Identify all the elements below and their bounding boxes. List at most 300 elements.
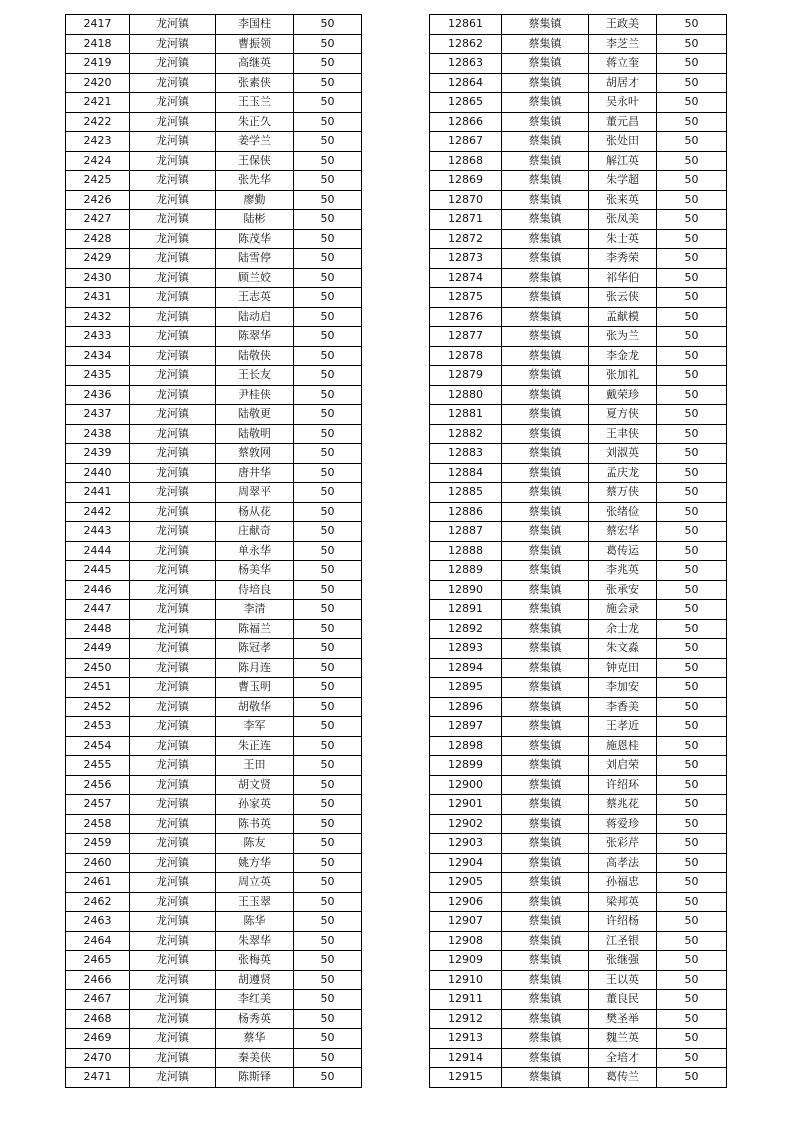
id-cell: 12862 [430,34,502,54]
town-cell: 龙河镇 [130,366,216,386]
amount-cell: 50 [294,366,362,386]
amount-cell: 50 [657,1009,727,1029]
table-row [430,463,727,483]
amount-cell: 50 [294,424,362,444]
name-cell: 张云侠 [589,288,657,308]
table-row [66,1048,362,1068]
name-cell: 胡敬华 [216,697,294,717]
id-cell: 12900 [430,775,502,795]
table-row [66,736,362,756]
town-cell: 龙河镇 [130,795,216,815]
id-cell: 2422 [66,112,130,132]
town-cell: 龙河镇 [130,93,216,113]
id-cell: 12877 [430,327,502,347]
amount-cell: 50 [294,853,362,873]
amount-cell: 50 [657,73,727,93]
town-cell: 蔡集镇 [502,717,589,737]
id-cell: 2420 [66,73,130,93]
id-cell: 12911 [430,990,502,1010]
name-cell: 王田 [216,756,294,776]
town-cell: 龙河镇 [130,970,216,990]
table-row [430,54,727,74]
name-cell: 陆敬侠 [216,346,294,366]
id-cell: 12905 [430,873,502,893]
name-cell: 李加安 [589,678,657,698]
name-cell: 朱文淼 [589,639,657,659]
amount-cell: 50 [294,892,362,912]
name-cell: 孙福忠 [589,873,657,893]
amount-cell: 50 [657,814,727,834]
name-cell: 陈斯铎 [216,1068,294,1088]
town-cell: 蔡集镇 [502,853,589,873]
table-row [66,619,362,639]
right-table-body [430,15,727,1088]
town-cell: 蔡集镇 [502,385,589,405]
town-cell: 蔡集镇 [502,775,589,795]
name-cell: 李金龙 [589,346,657,366]
table-row [430,1068,727,1088]
amount-cell: 50 [294,249,362,269]
amount-cell: 50 [657,405,727,425]
town-cell: 龙河镇 [130,190,216,210]
id-cell: 2427 [66,210,130,230]
table-row [430,580,727,600]
id-cell: 12879 [430,366,502,386]
table-row [430,1048,727,1068]
name-cell: 梁邦英 [589,892,657,912]
amount-cell: 50 [294,171,362,191]
id-cell: 12878 [430,346,502,366]
id-cell: 2418 [66,34,130,54]
id-cell: 2451 [66,678,130,698]
id-cell: 12870 [430,190,502,210]
town-cell: 蔡集镇 [502,1068,589,1088]
name-cell: 曹振领 [216,34,294,54]
town-cell: 龙河镇 [130,502,216,522]
town-cell: 龙河镇 [130,717,216,737]
table-row [66,522,362,542]
amount-cell: 50 [657,873,727,893]
table-row [66,951,362,971]
name-cell: 李香美 [589,697,657,717]
id-cell: 2440 [66,463,130,483]
town-cell: 蔡集镇 [502,405,589,425]
name-cell: 张凤美 [589,210,657,230]
table-row [66,814,362,834]
name-cell: 蔡兆花 [589,795,657,815]
table-row [430,873,727,893]
amount-cell: 50 [657,639,727,659]
table-row [430,249,727,269]
id-cell: 12914 [430,1048,502,1068]
table-row [66,288,362,308]
name-cell: 陈书英 [216,814,294,834]
id-cell: 12891 [430,600,502,620]
amount-cell: 50 [294,795,362,815]
name-cell: 祁华伯 [589,268,657,288]
id-cell: 2437 [66,405,130,425]
id-cell: 2425 [66,171,130,191]
name-cell: 葛传兰 [589,1068,657,1088]
town-cell: 龙河镇 [130,15,216,35]
amount-cell: 50 [294,73,362,93]
name-cell: 王孝近 [589,717,657,737]
id-cell: 12884 [430,463,502,483]
town-cell: 龙河镇 [130,483,216,503]
amount-cell: 50 [294,385,362,405]
town-cell: 蔡集镇 [502,15,589,35]
town-cell: 龙河镇 [130,873,216,893]
name-cell: 孙家英 [216,795,294,815]
town-cell: 蔡集镇 [502,580,589,600]
name-cell: 施恩桂 [589,736,657,756]
town-cell: 龙河镇 [130,132,216,152]
town-cell: 龙河镇 [130,639,216,659]
name-cell: 戴荣珍 [589,385,657,405]
table-row [430,346,727,366]
amount-cell: 50 [657,307,727,327]
amount-cell: 50 [657,327,727,347]
id-cell: 12861 [430,15,502,35]
name-cell: 江圣银 [589,931,657,951]
name-cell: 陈福兰 [216,619,294,639]
town-cell: 蔡集镇 [502,190,589,210]
id-cell: 2457 [66,795,130,815]
name-cell: 张绪俭 [589,502,657,522]
town-cell: 龙河镇 [130,424,216,444]
left-table [65,14,362,1088]
name-cell: 李秀荣 [589,249,657,269]
id-cell: 12915 [430,1068,502,1088]
amount-cell: 50 [657,54,727,74]
town-cell: 蔡集镇 [502,990,589,1010]
table-row [66,210,362,230]
town-cell: 蔡集镇 [502,483,589,503]
table-row [430,132,727,152]
table-row [430,483,727,503]
name-cell: 王长友 [216,366,294,386]
id-cell: 2459 [66,834,130,854]
amount-cell: 50 [294,736,362,756]
town-cell: 龙河镇 [130,327,216,347]
table-row [66,463,362,483]
name-cell: 朱正久 [216,112,294,132]
id-cell: 2445 [66,561,130,581]
amount-cell: 50 [294,756,362,776]
amount-cell: 50 [657,385,727,405]
name-cell: 李军 [216,717,294,737]
id-cell: 2434 [66,346,130,366]
table-row [430,795,727,815]
id-cell: 2455 [66,756,130,776]
town-cell: 龙河镇 [130,541,216,561]
table-row [430,502,727,522]
town-cell: 龙河镇 [130,210,216,230]
name-cell: 许绍杨 [589,912,657,932]
amount-cell: 50 [657,834,727,854]
name-cell: 胡遵贤 [216,970,294,990]
town-cell: 龙河镇 [130,658,216,678]
table-row [66,775,362,795]
amount-cell: 50 [657,795,727,815]
id-cell: 12888 [430,541,502,561]
table-row [430,366,727,386]
id-cell: 12863 [430,54,502,74]
name-cell: 曹玉明 [216,678,294,698]
table-row [66,112,362,132]
table-row [430,775,727,795]
id-cell: 12908 [430,931,502,951]
name-cell: 单永华 [216,541,294,561]
amount-cell: 50 [657,931,727,951]
name-cell: 施会录 [589,600,657,620]
amount-cell: 50 [294,717,362,737]
name-cell: 王聿侠 [589,424,657,444]
id-cell: 2423 [66,132,130,152]
town-cell: 龙河镇 [130,405,216,425]
table-row [430,619,727,639]
table-row [430,834,727,854]
table-row [430,288,727,308]
town-cell: 龙河镇 [130,951,216,971]
amount-cell: 50 [657,678,727,698]
amount-cell: 50 [294,561,362,581]
id-cell: 2435 [66,366,130,386]
name-cell: 董良民 [589,990,657,1010]
table-row [430,307,727,327]
town-cell: 龙河镇 [130,678,216,698]
table-row [66,756,362,776]
id-cell: 12882 [430,424,502,444]
id-cell: 12875 [430,288,502,308]
amount-cell: 50 [657,288,727,308]
amount-cell: 50 [657,1048,727,1068]
amount-cell: 50 [294,990,362,1010]
table-row [66,502,362,522]
name-cell: 胡居才 [589,73,657,93]
id-cell: 2430 [66,268,130,288]
town-cell: 龙河镇 [130,756,216,776]
id-cell: 2424 [66,151,130,171]
id-cell: 2471 [66,1068,130,1088]
name-cell: 王玉翠 [216,892,294,912]
id-cell: 2462 [66,892,130,912]
amount-cell: 50 [294,54,362,74]
amount-cell: 50 [657,736,727,756]
town-cell: 蔡集镇 [502,1048,589,1068]
town-cell: 蔡集镇 [502,697,589,717]
amount-cell: 50 [294,580,362,600]
name-cell: 朱士英 [589,229,657,249]
amount-cell: 50 [294,1068,362,1088]
town-cell: 龙河镇 [130,775,216,795]
table-row [66,795,362,815]
town-cell: 蔡集镇 [502,639,589,659]
town-cell: 蔡集镇 [502,288,589,308]
name-cell: 蔡华 [216,1029,294,1049]
amount-cell: 50 [657,483,727,503]
amount-cell: 50 [294,600,362,620]
town-cell: 蔡集镇 [502,834,589,854]
amount-cell: 50 [294,541,362,561]
table-row [430,34,727,54]
name-cell: 廖勤 [216,190,294,210]
town-cell: 龙河镇 [130,112,216,132]
id-cell: 12902 [430,814,502,834]
id-cell: 2419 [66,54,130,74]
amount-cell: 50 [294,951,362,971]
amount-cell: 50 [294,1009,362,1029]
amount-cell: 50 [294,931,362,951]
name-cell: 王政美 [589,15,657,35]
table-row [66,15,362,35]
table-row [430,424,727,444]
id-cell: 2417 [66,15,130,35]
amount-cell: 50 [294,619,362,639]
town-cell: 龙河镇 [130,814,216,834]
table-row [66,132,362,152]
table-row [430,190,727,210]
town-cell: 蔡集镇 [502,229,589,249]
table-row [430,1029,727,1049]
name-cell: 陈茂华 [216,229,294,249]
name-cell: 魏兰英 [589,1029,657,1049]
id-cell: 12890 [430,580,502,600]
table-row [66,444,362,464]
name-cell: 唐井华 [216,463,294,483]
town-cell: 龙河镇 [130,346,216,366]
name-cell: 张素侠 [216,73,294,93]
table-row [66,93,362,113]
name-cell: 周立英 [216,873,294,893]
amount-cell: 50 [294,658,362,678]
name-cell: 李国柱 [216,15,294,35]
amount-cell: 50 [294,15,362,35]
name-cell: 陈友 [216,834,294,854]
town-cell: 蔡集镇 [502,736,589,756]
name-cell: 蒋爱珍 [589,814,657,834]
id-cell: 2444 [66,541,130,561]
amount-cell: 50 [294,678,362,698]
table-row [66,990,362,1010]
town-cell: 蔡集镇 [502,1009,589,1029]
amount-cell: 50 [294,34,362,54]
id-cell: 12893 [430,639,502,659]
town-cell: 龙河镇 [130,561,216,581]
amount-cell: 50 [657,366,727,386]
name-cell: 胡文贤 [216,775,294,795]
name-cell: 葛传运 [589,541,657,561]
table-row [430,639,727,659]
name-cell: 樊圣举 [589,1009,657,1029]
name-cell: 刘淑英 [589,444,657,464]
table-row [66,327,362,347]
name-cell: 王保侠 [216,151,294,171]
id-cell: 12901 [430,795,502,815]
town-cell: 蔡集镇 [502,346,589,366]
town-cell: 龙河镇 [130,736,216,756]
table-row [66,307,362,327]
name-cell: 李红美 [216,990,294,1010]
table-row [430,229,727,249]
id-cell: 12894 [430,658,502,678]
name-cell: 蔡敦网 [216,444,294,464]
name-cell: 陆彬 [216,210,294,230]
town-cell: 龙河镇 [130,73,216,93]
table-row [430,210,727,230]
table-row [430,756,727,776]
name-cell: 陈华 [216,912,294,932]
amount-cell: 50 [657,522,727,542]
amount-cell: 50 [294,132,362,152]
town-cell: 蔡集镇 [502,619,589,639]
amount-cell: 50 [294,463,362,483]
table-row [66,697,362,717]
id-cell: 2438 [66,424,130,444]
name-cell: 陆雪停 [216,249,294,269]
amount-cell: 50 [657,775,727,795]
table-row [430,405,727,425]
town-cell: 龙河镇 [130,931,216,951]
town-cell: 龙河镇 [130,1009,216,1029]
table-row [430,697,727,717]
table-row [66,853,362,873]
name-cell: 尹桂侠 [216,385,294,405]
town-cell: 蔡集镇 [502,249,589,269]
amount-cell: 50 [657,541,727,561]
id-cell: 12886 [430,502,502,522]
id-cell: 12864 [430,73,502,93]
town-cell: 蔡集镇 [502,34,589,54]
town-cell: 龙河镇 [130,268,216,288]
table-row [430,892,727,912]
name-cell: 解江英 [589,151,657,171]
town-cell: 蔡集镇 [502,112,589,132]
id-cell: 12909 [430,951,502,971]
table-row [430,522,727,542]
table-row [430,327,727,347]
table-row [66,73,362,93]
name-cell: 王以英 [589,970,657,990]
name-cell: 刘启荣 [589,756,657,776]
amount-cell: 50 [657,717,727,737]
table-row [430,268,727,288]
name-cell: 张加礼 [589,366,657,386]
id-cell: 2447 [66,600,130,620]
table-row [66,190,362,210]
name-cell: 钟克田 [589,658,657,678]
table-row [430,561,727,581]
name-cell: 孟庆龙 [589,463,657,483]
id-cell: 12880 [430,385,502,405]
amount-cell: 50 [294,522,362,542]
town-cell: 龙河镇 [130,522,216,542]
amount-cell: 50 [294,112,362,132]
table-row [430,73,727,93]
town-cell: 蔡集镇 [502,307,589,327]
amount-cell: 50 [657,970,727,990]
town-cell: 蔡集镇 [502,444,589,464]
table-row [430,853,727,873]
table-row [66,366,362,386]
name-cell: 许绍环 [589,775,657,795]
amount-cell: 50 [657,171,727,191]
id-cell: 2432 [66,307,130,327]
id-cell: 12885 [430,483,502,503]
table-row [430,678,727,698]
amount-cell: 50 [657,210,727,230]
id-cell: 12865 [430,93,502,113]
